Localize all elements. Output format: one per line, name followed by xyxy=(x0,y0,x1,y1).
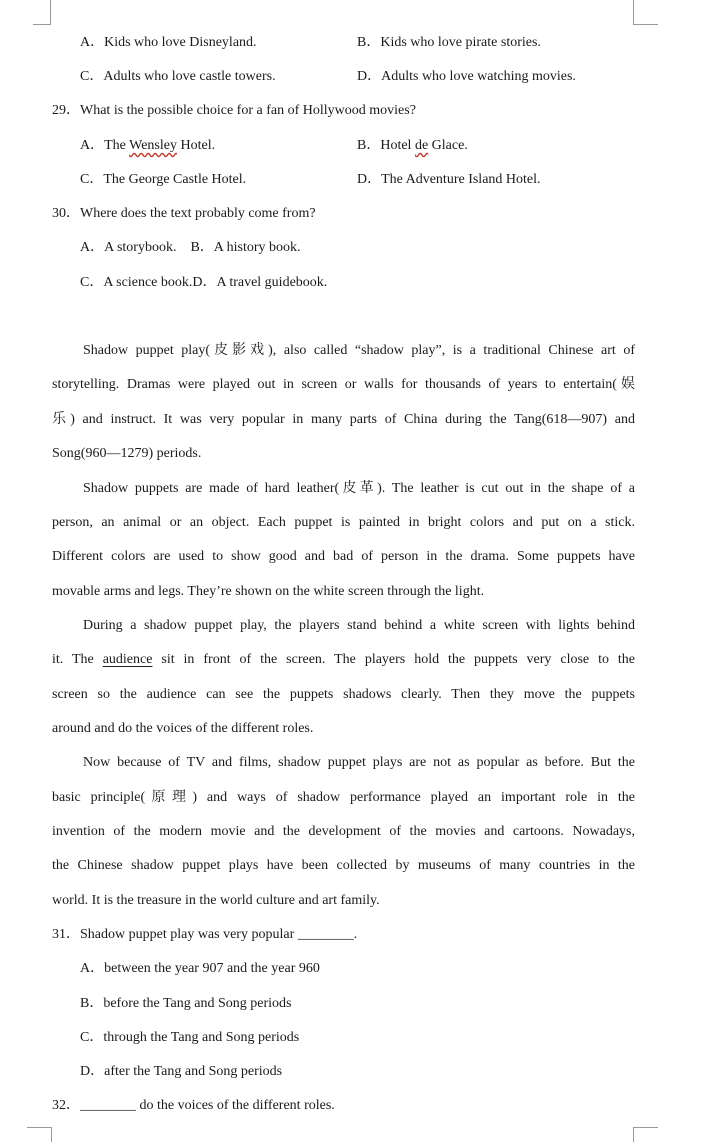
spellcheck-word: de xyxy=(414,138,429,153)
crop-mark-top-left xyxy=(33,0,51,25)
passage-line: Different colors are used to show good and bad of person in the drama. Some puppets have xyxy=(52,549,635,564)
q29-option-b-suffix: Glace. xyxy=(428,138,468,153)
q28-option-a: A．Kids who love Disneyland. xyxy=(80,35,257,50)
passage-text: sit in front of the screen. The players hold the puppets very close to the xyxy=(152,652,636,667)
q29-option-c: C．The George Castle Hotel. xyxy=(80,172,247,187)
q30-options-ab: A．A storybook. B．A history book. xyxy=(80,240,301,255)
crop-mark-bottom-left xyxy=(27,1127,52,1142)
crop-mark-bottom-right xyxy=(633,1127,658,1142)
q30-question-text: 30．Where does the text probably come from? xyxy=(52,206,316,221)
underlined-word: audience xyxy=(102,652,153,667)
q31-option-b: B．before the Tang and Song periods xyxy=(80,996,292,1011)
passage-line: world. It is the treasure in the world culture and art family. xyxy=(52,893,380,908)
q28-option-c: C．Adults who love castle towers. xyxy=(80,69,276,84)
q31-option-d: D．after the Tang and Song periods xyxy=(80,1064,283,1079)
q31-option-c: C．through the Tang and Song periods xyxy=(80,1030,300,1045)
passage-line: person, an animal or an object. Each puppet is painted in bright colors and put on a stick. xyxy=(52,515,635,530)
passage-line: basic principle(原理) and ways of shadow performance played an important role in the xyxy=(52,790,635,805)
passage-line: Song(960—1279) periods. xyxy=(52,446,202,461)
q29-option-d: D．The Adventure Island Hotel. xyxy=(357,172,541,187)
passage-line: Now because of TV and films, shadow puppet plays are not as popular as before. But the xyxy=(83,755,635,770)
q28-option-b: B．Kids who love pirate stories. xyxy=(357,35,541,50)
passage-line xyxy=(52,650,635,670)
q29-question-text: 29．What is the possible choice for a fan of Hollywood movies? xyxy=(52,103,416,118)
passage-line: around and do the voices of the different roles. xyxy=(52,721,314,736)
passage-line: screen so the audience can see the puppets shadows clearly. Then they move the puppets xyxy=(52,687,635,702)
passage-line: movable arms and legs. They’re shown on the white screen through the light. xyxy=(52,584,485,599)
q29-option-a-suffix: Hotel. xyxy=(176,138,216,153)
passage-line: the Chinese shadow puppet plays have been collected by museums of many countries in the xyxy=(52,858,635,873)
passage-line: storytelling. Dramas were played out in screen or walls for thousands of years to entertain(娱 xyxy=(52,377,635,392)
q31-question-text: 31．Shadow puppet play was very popular ________. xyxy=(52,927,358,942)
crop-mark-top-right xyxy=(633,0,658,25)
passage-line: 乐) and instruct. It was very popular in many parts of China during the Tang(618—907) and xyxy=(52,412,635,427)
q29-option-b xyxy=(357,136,468,156)
passage-line: Shadow puppet play(皮影戏), also called “shadow play”, is a traditional Chinese art of xyxy=(83,343,635,358)
q29-option-a-prefix: A．The xyxy=(80,138,130,153)
spellcheck-word: Wensley xyxy=(129,138,177,153)
q30-options-cd: C．A science book.D．A travel guidebook. xyxy=(80,275,328,290)
q29-option-b-prefix: B．Hotel xyxy=(357,138,415,153)
q32-question-text: 32．________ do the voices of the different roles. xyxy=(52,1098,335,1113)
q28-option-d: D．Adults who love watching movies. xyxy=(357,69,576,84)
q29-option-a xyxy=(80,136,215,156)
passage-line: Shadow puppets are made of hard leather(皮革). The leather is cut out in the shape of a xyxy=(83,481,635,496)
q31-option-a: A．between the year 907 and the year 960 xyxy=(80,961,320,976)
passage-line: During a shadow puppet play, the players stand behind a white screen with lights behind xyxy=(83,618,635,633)
passage-line: invention of the modern movie and the development of the movies and cartoons. Nowadays, xyxy=(52,824,635,839)
passage-text: it. The xyxy=(52,652,103,667)
